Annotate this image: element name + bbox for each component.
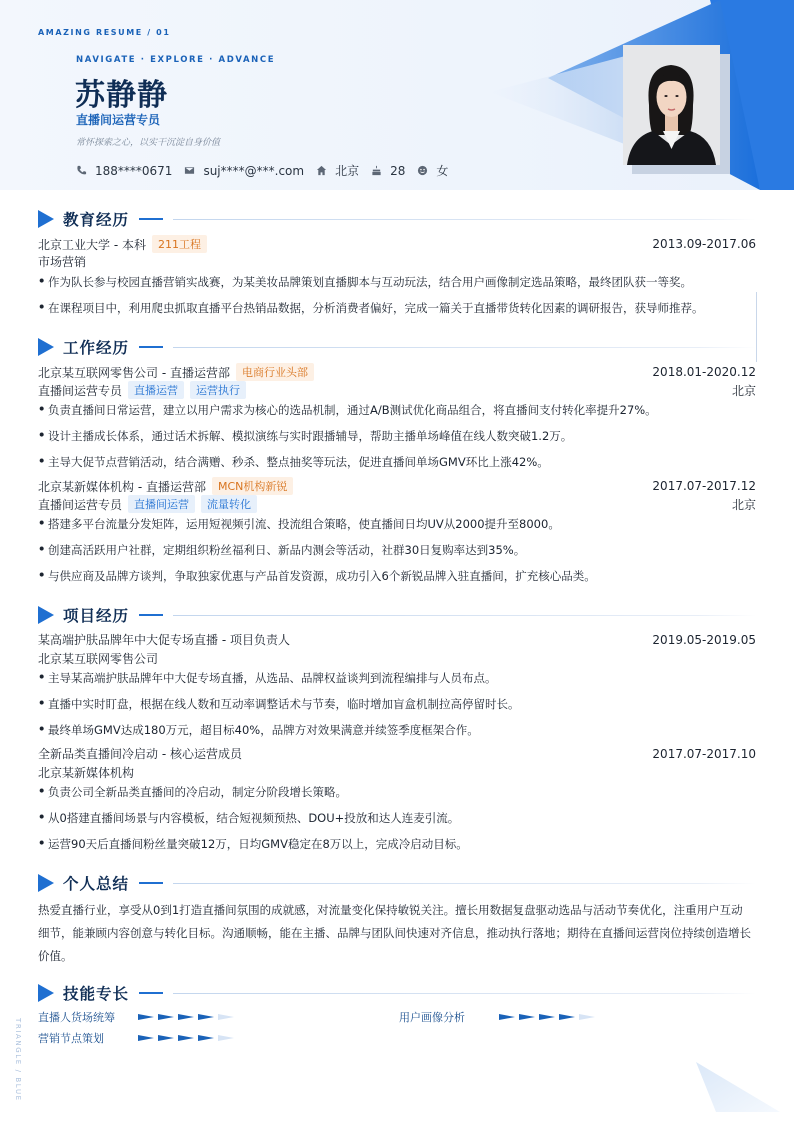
mail-icon xyxy=(184,165,195,176)
project-org: 北京某互联网零售公司 xyxy=(38,652,159,666)
section-title-education: 教育经历 xyxy=(63,211,130,229)
project-title: 某高端护肤品牌年中大促专场直播 - 项目负责人 xyxy=(38,633,290,647)
email-item xyxy=(184,164,304,178)
work-city: 北京 xyxy=(731,497,756,512)
city-text: 北京 xyxy=(335,164,360,178)
skill-name: 用户画像分析 xyxy=(399,1011,465,1024)
skill-level-mark xyxy=(198,1035,214,1041)
section-title-summary: 个人总结 xyxy=(63,875,130,893)
list-item: • 负责公司全新品类直播间的冷启动，制定分阶段增长策略。 xyxy=(38,784,347,799)
list-item: • 负责直播间日常运营，建立以用户需求为核心的选品机制，通过A/B测试优化商品组合，将直播间支付转化率提升27%。 xyxy=(38,402,657,417)
phone-text: 188****0671 xyxy=(95,163,173,178)
list-item: • 从0搭建直播间场景与内容模板，结合短视频预热、DOU+投放和达人连麦引流。 xyxy=(38,810,460,825)
skill-level xyxy=(499,1014,599,1020)
company: 北京某互联网零售公司 - 直播运营部 xyxy=(38,365,230,380)
skill-level-mark xyxy=(519,1014,535,1020)
work-date: 2018.01-2020.12 xyxy=(652,365,756,379)
nav-tag: NAVIGATE · EXPLORE · ADVANCE xyxy=(76,55,276,65)
work-city: 北京 xyxy=(731,383,756,398)
list-item: • 主导某高端护肤品牌年中大促专场直播，从选品、品牌权益谈判到流程编排与人员布点。 xyxy=(38,670,497,685)
section-projects xyxy=(38,604,756,626)
side-text: TRIANGLE / BLUE xyxy=(14,1018,22,1102)
skill-level-mark xyxy=(198,1014,214,1020)
list-item: • 与供应商及品牌方谈判，争取独家优惠与产品首发资源，成功引入6个新锐品牌入驻直播间，扩充核心品类。 xyxy=(38,568,596,583)
work-date: 2017.07-2017.12 xyxy=(652,479,756,493)
divider xyxy=(756,292,757,362)
section-work xyxy=(38,336,756,358)
section-arrow-icon xyxy=(38,606,54,624)
phone-icon xyxy=(76,165,87,176)
list-item: • 作为队长参与校园直播营销实战赛，为某美妆品牌策划直播脚本与互动玩法，结合用户画像制定选品策略，最终团队获一等奖。 xyxy=(38,274,692,289)
project-date: 2019.05-2019.05 xyxy=(652,632,756,647)
age-item xyxy=(371,164,405,178)
skill-level-mark xyxy=(218,1035,234,1041)
contact-bar xyxy=(76,162,460,179)
work-header xyxy=(38,477,756,495)
school-tag: 211工程 xyxy=(152,235,207,253)
project-header xyxy=(38,631,756,648)
role-tag: 流量转化 xyxy=(201,495,257,513)
role-tag: 运营执行 xyxy=(190,381,246,399)
section-education xyxy=(38,208,756,230)
skill-level-mark xyxy=(539,1014,555,1020)
skill-level-mark xyxy=(178,1035,194,1041)
skill-level-mark xyxy=(138,1035,154,1041)
project-date: 2017.07-2017.10 xyxy=(652,746,756,761)
project-header xyxy=(38,745,756,762)
skill-level-mark xyxy=(178,1014,194,1020)
gender-text: 女 xyxy=(436,164,449,178)
school: 北京工业大学 - 本科 xyxy=(38,237,146,252)
major: 市场营销 xyxy=(38,255,87,269)
corner-triangle xyxy=(690,1060,794,1123)
cake-icon xyxy=(371,165,382,176)
list-item: • 搭建多平台流量分发矩阵，运用短视频引流、投流组合策略，使直播间日均UV从2000提升至8000。 xyxy=(38,516,560,531)
job-title: 直播间运营专员 xyxy=(76,113,161,127)
top-tag: AMAZING RESUME / 01 xyxy=(38,28,171,37)
skill-level xyxy=(138,1014,238,1020)
list-item: • 直播中实时盯盘，根据在线人数和互动率调整话术与节奏，临时增加盲盒机制拉高停留时长。 xyxy=(38,696,520,711)
education-header xyxy=(38,235,756,253)
phone-item xyxy=(76,164,172,178)
skill-level-mark xyxy=(218,1014,234,1020)
skill-item xyxy=(399,1009,599,1025)
skill-level-mark xyxy=(579,1014,595,1020)
skill-level-mark xyxy=(158,1014,174,1020)
skill-level-mark xyxy=(499,1014,515,1020)
list-item: • 运营90天后直播间粉丝量突破12万，日均GMV稳定在8万以上，完成冷启动目标。 xyxy=(38,836,468,851)
gender-item xyxy=(417,162,448,179)
role: 直播间运营专员 xyxy=(38,383,123,398)
skill-item xyxy=(38,1009,238,1025)
age-text: 28 xyxy=(390,163,406,178)
section-skills xyxy=(38,982,756,1004)
section-title-skills: 技能专长 xyxy=(63,985,130,1003)
skill-name: 营销节点策划 xyxy=(38,1032,104,1045)
project-org: 北京某新媒体机构 xyxy=(38,766,135,780)
skill-item xyxy=(38,1030,238,1046)
work-role-row xyxy=(38,495,756,513)
section-title-projects: 项目经历 xyxy=(63,607,130,625)
project-title: 全新品类直播间冷启动 - 核心运营成员 xyxy=(38,747,242,761)
list-item: • 在课程项目中，利用爬虫抓取直播平台热销品数据，分析消费者偏好，完成一篇关于直播带货转化因素的调研报告，获导师推荐。 xyxy=(38,300,704,315)
company-tag: MCN机构新锐 xyxy=(212,477,293,495)
education-date: 2013.09-2017.06 xyxy=(652,237,756,251)
email-text: suj****@***.com xyxy=(203,163,305,178)
home-icon xyxy=(316,165,327,176)
motto: 常怀探索之心，以实干沉淀自身价值 xyxy=(76,138,221,148)
skill-name: 直播人货场统筹 xyxy=(38,1011,115,1024)
gender-icon xyxy=(417,165,428,176)
work-header xyxy=(38,363,756,381)
list-item: • 创建高活跃用户社群，定期组织粉丝福利日、新品内测会等活动，社群30日复购率达到35%。 xyxy=(38,542,526,557)
skill-level-mark xyxy=(559,1014,575,1020)
work-role-row xyxy=(38,381,756,399)
section-summary xyxy=(38,872,756,894)
candidate-name: 苏静静 xyxy=(75,78,168,113)
profile-photo xyxy=(623,45,720,165)
skill-level xyxy=(138,1035,238,1041)
company: 北京某新媒体机构 - 直播运营部 xyxy=(38,479,206,494)
list-item: • 主导大促节点营销活动，结合满赠、秒杀、整点抽奖等玩法，促进直播间单场GMV环比上涨42%。 xyxy=(38,454,549,469)
city-item xyxy=(316,162,359,179)
company-tag: 电商行业头部 xyxy=(236,363,314,381)
section-arrow-icon xyxy=(38,984,54,1002)
section-title-work: 工作经历 xyxy=(63,339,130,357)
resume-header xyxy=(0,0,794,190)
skill-level-mark xyxy=(158,1035,174,1041)
list-item: • 最终单场GMV达成180万元，超目标40%，品牌方对效果满意并续签季度框架合作。 xyxy=(38,722,479,737)
section-arrow-icon xyxy=(38,210,54,228)
section-arrow-icon xyxy=(38,874,54,892)
list-item: • 设计主播成长体系，通过话术拆解、模拟演练与实时跟播辅导，帮助主播单场峰值在线人数突破1.2万。 xyxy=(38,428,573,443)
role-tag: 直播间运营 xyxy=(128,495,195,513)
summary-text: 热爱直播行业，享受从0到1打造直播间氛围的成就感，对流量变化保持敏锐关注。擅长用数据复盘驱动选品与活动节奏优化，注重用户互动细节，能兼顾内容创意与转化目标。沟通顺畅，能在主播、品牌与团队间快速对齐信息，推动执行落地；期待在直播间运营岗位持续创造增长价值。 xyxy=(38,903,751,963)
role: 直播间运营专员 xyxy=(38,497,123,512)
role-tag: 直播运营 xyxy=(128,381,184,399)
section-arrow-icon xyxy=(38,338,54,356)
skill-level-mark xyxy=(138,1014,154,1020)
